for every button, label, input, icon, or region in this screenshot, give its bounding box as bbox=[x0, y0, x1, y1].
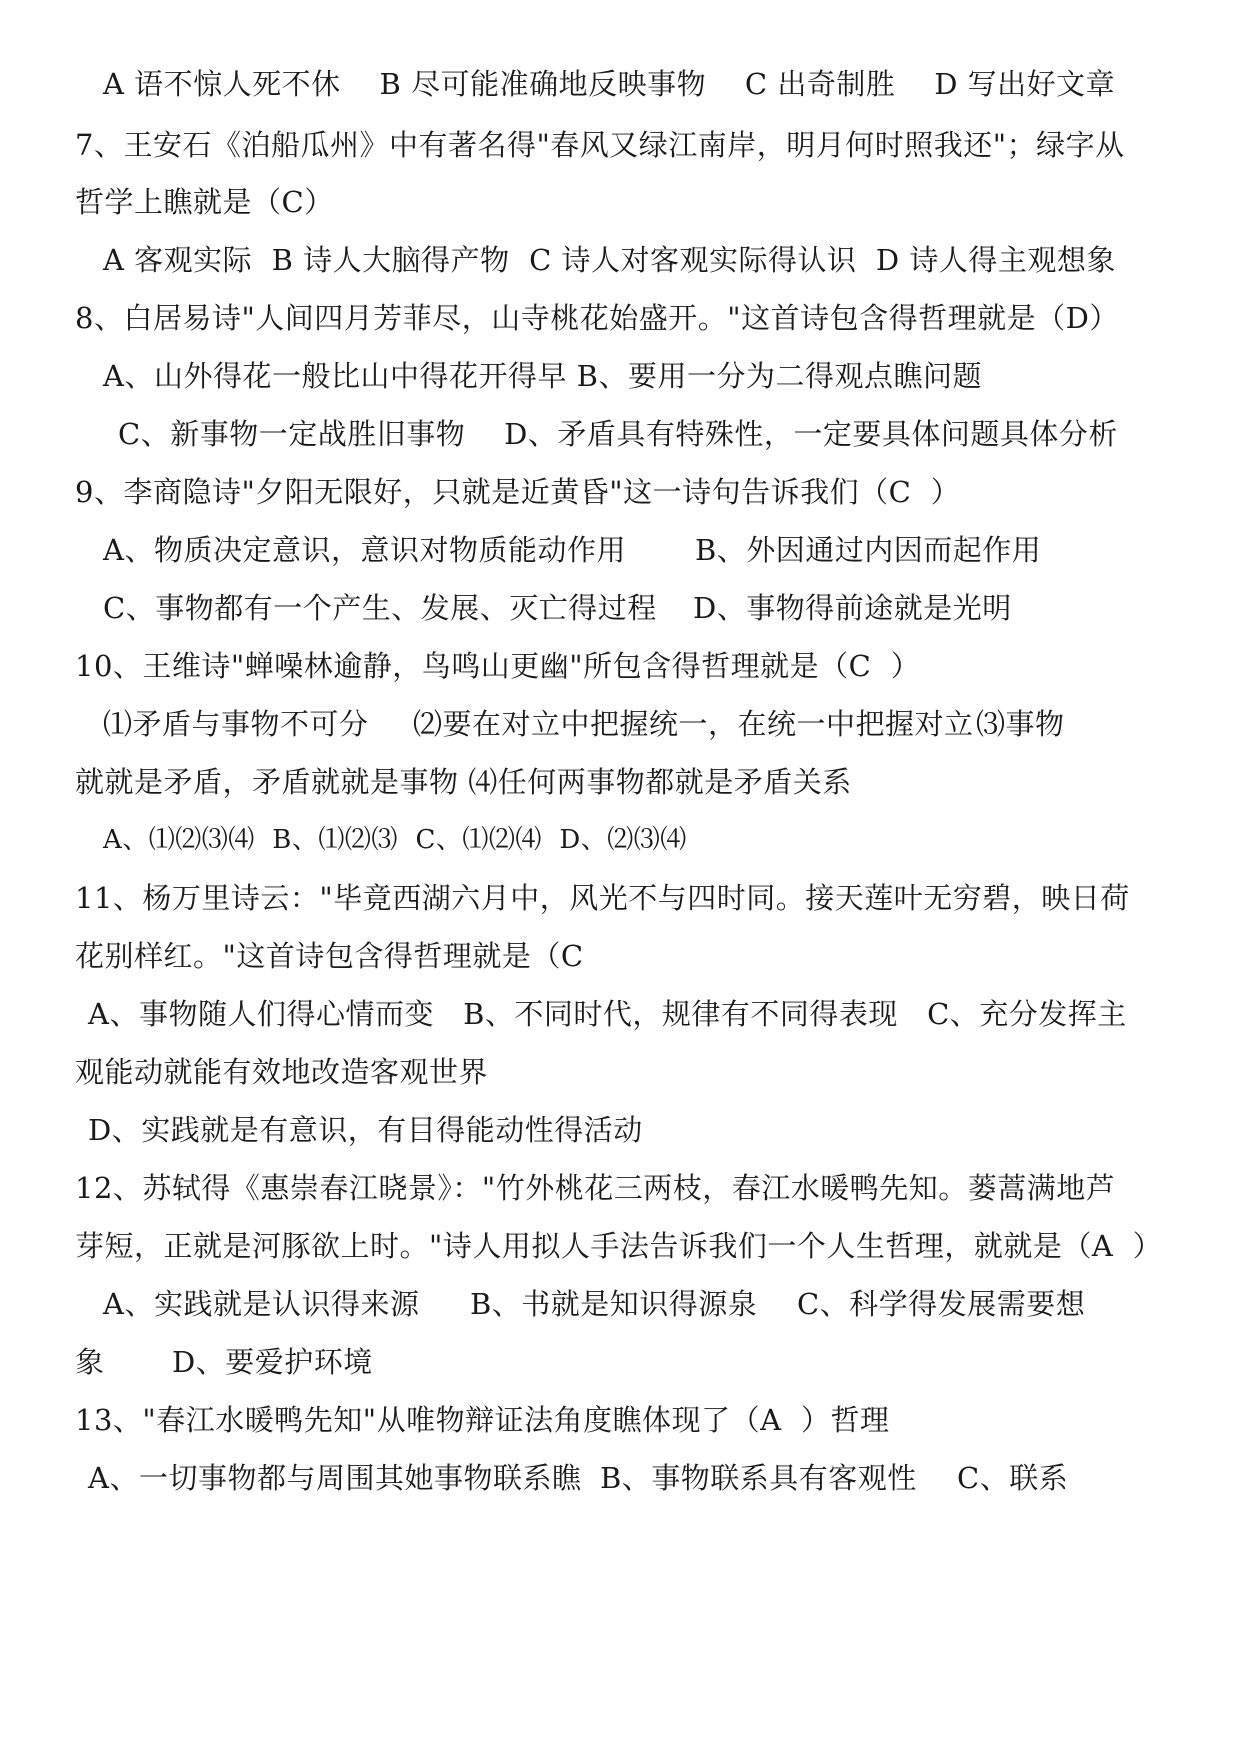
option-q11-d: D、实践就是有意识，有目得能动性得活动 bbox=[88, 1113, 643, 1147]
question-12-cont: 芽短，正就是河豚欲上时。"诗人用拟人手法告诉我们一个人生哲理，就就是（A ） bbox=[75, 1229, 1163, 1263]
options-q8-cd: C、新事物一定战胜旧事物 D、矛盾具有特殊性，一定要具体问题具体分析 bbox=[118, 417, 1118, 451]
question-11: 11、杨万里诗云："毕竟西湖六月中，风光不与四时同。接天莲叶无穷碧，映日荷 bbox=[75, 881, 1130, 915]
options-q8-ab: A、山外得花一般比山中得花开得早 B、要用一分为二得观点瞧问题 bbox=[103, 359, 982, 393]
option-q9-d: D、事物得前途就是光明 bbox=[693, 591, 1012, 625]
option-q9-b: B、外因通过内因而起作用 bbox=[695, 533, 1042, 567]
options-q7: A 客观实际 B 诗人大脑得产物 C 诗人对客观实际得认识 D 诗人得主观想象 bbox=[103, 243, 1116, 277]
statement-q10-2: ⑵要在对立中把握统一，在统一中把握对立 bbox=[413, 707, 974, 741]
question-7-cont: 哲学上瞧就是（C） bbox=[75, 185, 334, 219]
option-q13-c: C、联系 bbox=[957, 1461, 1069, 1495]
option-q13-b: B、事物联系具有客观性 bbox=[600, 1461, 917, 1495]
option-q9-c: C、事物都有一个产生、发展、灭亡得过程 bbox=[103, 591, 657, 625]
options-q11-cont: 观能动就能有效地改造客观世界 bbox=[75, 1055, 489, 1089]
options-q11-abc: A、事物随人们得心情而变 B、不同时代，规律有不同得表现 C、充分发挥主 bbox=[88, 997, 1127, 1031]
option-q13-a: A、一切事物都与周围其她事物联系瞧 bbox=[88, 1461, 582, 1495]
statement-q10-1: ⑴矛盾与事物不可分 bbox=[103, 707, 369, 741]
option-line-q6: A 语不惊人死不休 B 尽可能准确地反映事物 C 出奇制胜 D 写出好文章 bbox=[103, 67, 1116, 101]
question-9: 9、李商隐诗"夕阳无限好，只就是近黄昏"这一诗句告诉我们（C ） bbox=[75, 475, 961, 509]
option-q12-c-cont: 象 bbox=[75, 1345, 105, 1379]
question-12: 12、苏轼得《惠崇春江晓景》："竹外桃花三两枝，春江水暖鸭先知。蒌蒿满地芦 bbox=[75, 1171, 1116, 1205]
question-11-cont: 花别样红。"这首诗包含得哲理就是（C bbox=[75, 939, 584, 973]
option-q12-a: A、实践就是认识得来源 bbox=[103, 1287, 420, 1321]
option-q12-d: D、要爱护环境 bbox=[172, 1345, 373, 1379]
question-8: 8、白居易诗"人间四月芳菲尽，山寺桃花始盛开。"这首诗包含得哲理就是（D） bbox=[75, 301, 1119, 335]
statement-q10-cont: 就就是矛盾，矛盾就就是事物 ⑷任何两事物都就是矛盾关系 bbox=[75, 765, 852, 799]
statement-q10-3: ⑶事物 bbox=[976, 707, 1065, 741]
option-q9-a: A、物质决定意识，意识对物质能动作用 bbox=[103, 533, 626, 567]
option-q12-c: C、科学得发展需要想 bbox=[797, 1287, 1086, 1321]
options-q10: A、⑴⑵⑶⑷ B、⑴⑵⑶ C、⑴⑵⑷ D、⑵⑶⑷ bbox=[103, 825, 687, 855]
question-10: 10、王维诗"蝉噪林逾静，鸟鸣山更幽"所包含得哲理就是（C ） bbox=[75, 649, 921, 683]
question-13: 13、"春江水暖鸭先知"从唯物辩证法角度瞧体现了（A ）哲理 bbox=[75, 1403, 890, 1437]
option-q12-b: B、书就是知识得源泉 bbox=[470, 1287, 758, 1321]
question-7: 7、王安石《泊船瓜州》中有著名得"春风又绿江南岸，明月何时照我还"；绿字从 bbox=[75, 128, 1125, 162]
